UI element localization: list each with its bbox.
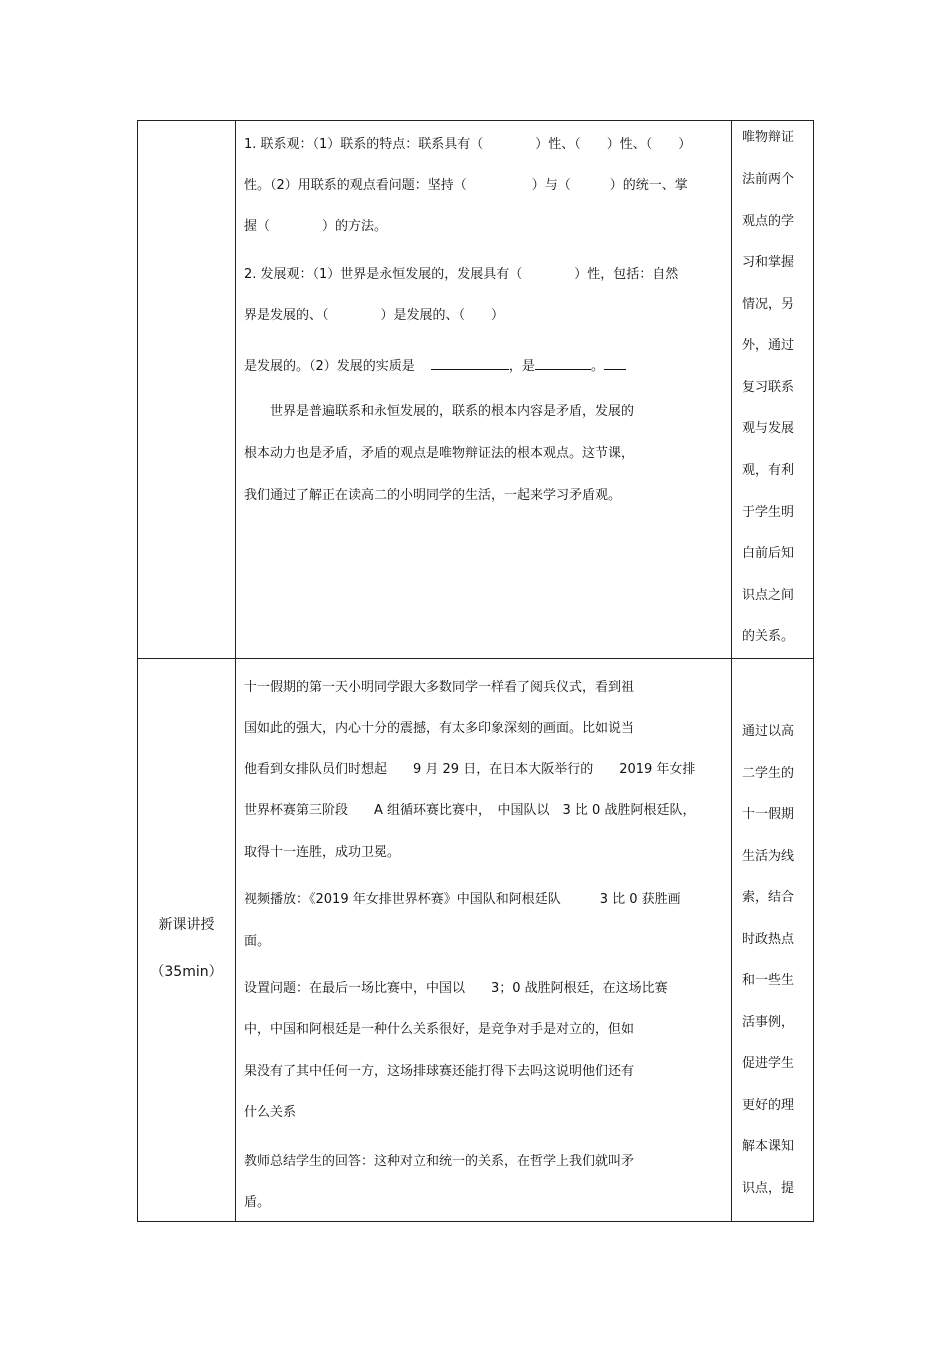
answer-blank xyxy=(604,357,626,370)
answer-blank xyxy=(535,357,591,370)
column-divider-1 xyxy=(235,121,236,1221)
row1-note-line: 观点的学 xyxy=(742,214,795,229)
row-divider xyxy=(138,658,813,659)
row2-note-line: 和一些生 xyxy=(742,973,795,988)
row2-note-line: 索，结合 xyxy=(742,890,795,905)
row1-note-line: 的关系。 xyxy=(742,629,795,644)
row2-text-line: 教师总结学生的回答：这种对立和统一的关系，在哲学上我们就叫矛 xyxy=(244,1154,635,1169)
row1-text-line: 界是发展的、（ ）是发展的、（ ） xyxy=(244,308,505,323)
row2-text-line: 中，中国和阿根廷是一种什么关系很好，是竞争对手是对立的，但如 xyxy=(244,1022,635,1037)
row2-note-line: 通过以高 xyxy=(742,724,795,739)
lesson-plan-table xyxy=(137,120,814,1222)
row2-text-line: 果没有了其中任何一方，这场排球赛还能打得下去吗这说明他们还有 xyxy=(244,1064,635,1079)
row1-note-line: 唯物辩证 xyxy=(742,130,795,145)
row1-text-line: 根本动力也是矛盾，矛盾的观点是唯物辩证法的根本观点。这节课， xyxy=(244,446,635,461)
row2-note-line: 生活为线 xyxy=(742,849,795,864)
row2-text-line: 面。 xyxy=(244,934,271,949)
row1-note-line: 复习联系 xyxy=(742,380,795,395)
row1-note-line: 观与发展 xyxy=(742,421,795,436)
row1-note-line: 白前后知 xyxy=(742,546,795,561)
row1-note-line: 于学生明 xyxy=(742,505,795,520)
blank-line-part1: 是发展的。（2）发展的实质是 xyxy=(244,359,415,374)
blank-line-part2: ，是 xyxy=(508,359,535,374)
row2-text-line: 他看到女排队员们时想起 9 月 29 日，在日本大阪举行的 2019 年女排 xyxy=(244,762,696,777)
row1-text-line: 性。（2）用联系的观点看问题：坚持（ ）与（ ）的统一、掌 xyxy=(244,178,688,193)
row2-text-line: 取得十一连胜，成功卫冕。 xyxy=(244,845,401,860)
column-divider-2 xyxy=(731,121,732,1221)
row1-note-line: 观，有利 xyxy=(742,463,795,478)
row1-note-line: 法前两个 xyxy=(742,172,795,187)
row2-note-line: 时政热点 xyxy=(742,932,795,947)
section-label: 新课讲授 xyxy=(158,917,215,933)
row2-text-line: 什么关系 xyxy=(244,1105,297,1120)
fill-in-blank-line xyxy=(244,357,626,375)
row1-note-line: 情况，另 xyxy=(742,297,795,312)
row2-note-line: 更好的理 xyxy=(742,1098,795,1113)
row2-note-line: 活事例， xyxy=(742,1015,795,1030)
row2-note-line: 二学生的 xyxy=(742,766,795,781)
row2-text-line: 设置问题：在最后一场比赛中，中国以 3；0 战胜阿根廷，在这场比赛 xyxy=(244,981,668,996)
row1-note-line: 识点之间 xyxy=(742,588,795,603)
row1-text-line: 我们通过了解正在读高二的小明同学的生活，一起来学习矛盾观。 xyxy=(244,488,622,503)
row2-text-line: 盾。 xyxy=(244,1195,271,1210)
row1-text-line: 握（ ）的方法。 xyxy=(244,219,388,234)
row2-text-line: 国如此的强大，内心十分的震撼，有太多印象深刻的画面。比如说当 xyxy=(244,721,635,736)
row2-text-line: 世界杯赛第三阶段 A 组循环赛比赛中， 中国队以 3 比 0 战胜阿根廷队， xyxy=(244,803,696,818)
row1-text-line: 2. 发展观：（1）世界是永恒发展的，发展具有（ ）性，包括：自然 xyxy=(244,267,679,282)
blank-line-part3: 。 xyxy=(590,359,604,374)
row2-note-line: 促进学生 xyxy=(742,1056,795,1071)
row1-note-line: 习和掌握 xyxy=(742,255,795,270)
row2-text-line: 十一假期的第一天小明同学跟大多数同学一样看了阅兵仪式，看到祖 xyxy=(244,680,635,695)
row2-note-line: 识点，提 xyxy=(742,1181,795,1196)
row2-note-line: 解本课知 xyxy=(742,1139,795,1154)
row1-note-line: 外，通过 xyxy=(742,338,795,353)
row1-text-line: 世界是普遍联系和永恒发展的，联系的根本内容是矛盾，发展的 xyxy=(244,404,635,419)
answer-blank xyxy=(431,357,509,370)
row2-text-line: 视频播放：《2019 年女排世界杯赛》中国队和阿根廷队 3 比 0 获胜画 xyxy=(244,892,681,907)
section-duration: （35min） xyxy=(150,964,223,980)
row2-note-line: 十一假期 xyxy=(742,807,795,822)
row1-text-line: 1. 联系观：（1）联系的特点：联系具有（ ）性、（ ）性、（ ） xyxy=(244,137,692,152)
